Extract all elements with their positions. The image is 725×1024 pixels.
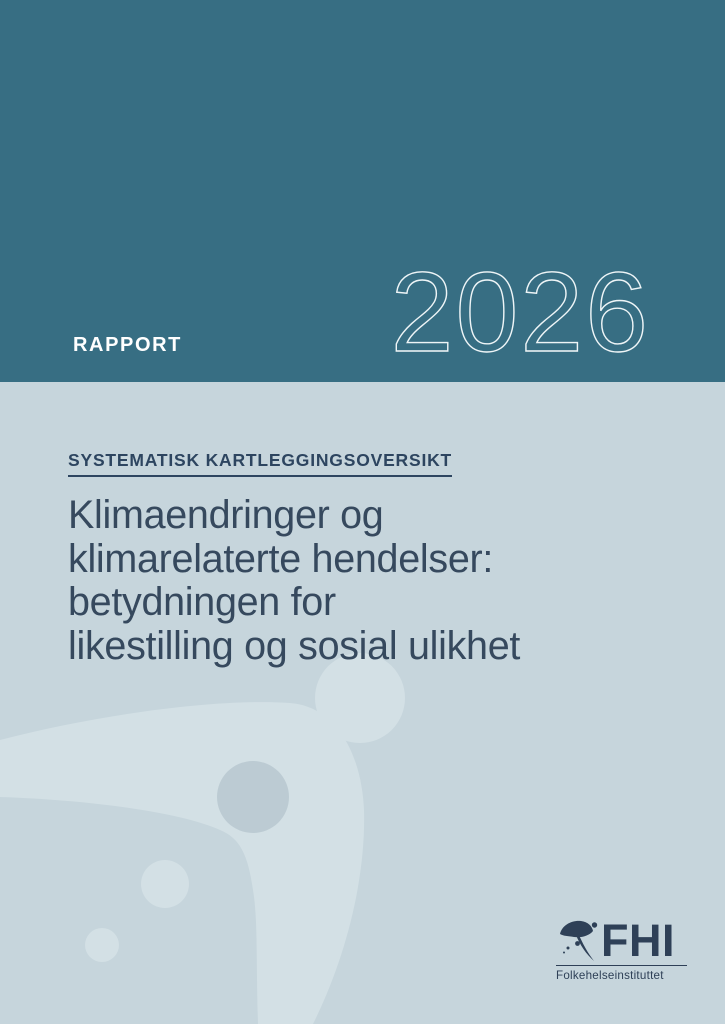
logo-row (556, 915, 688, 966)
report-title (68, 494, 520, 668)
fhi-bird-icon (556, 919, 598, 963)
decor-circle-small (85, 928, 119, 962)
fhi-logo (556, 915, 688, 982)
cover-body (0, 382, 725, 1024)
decor-circle-mid (141, 860, 189, 908)
title-line-2: klimarelaterte hendelser: (68, 536, 494, 581)
report-series-label: SYSTEMATISK KARTLEGGINGSOVERSIKT (68, 450, 452, 477)
year-numerals (0, 0, 725, 382)
logo-acronym: FHI (601, 915, 675, 966)
decor-circle-dark (217, 761, 289, 833)
year-text: 2026 (390, 249, 650, 375)
title-line-1: Klimaendringer og (68, 493, 384, 537)
title-line-4: likestilling og sosial ulikhet (68, 623, 521, 668)
report-type-label: RAPPORT (73, 334, 182, 356)
header-band (0, 0, 725, 382)
swoosh-shape (0, 702, 364, 1024)
title-line-3: betydningen for (68, 580, 336, 624)
logo-org-name: Folkehelseinstituttet (556, 969, 664, 982)
